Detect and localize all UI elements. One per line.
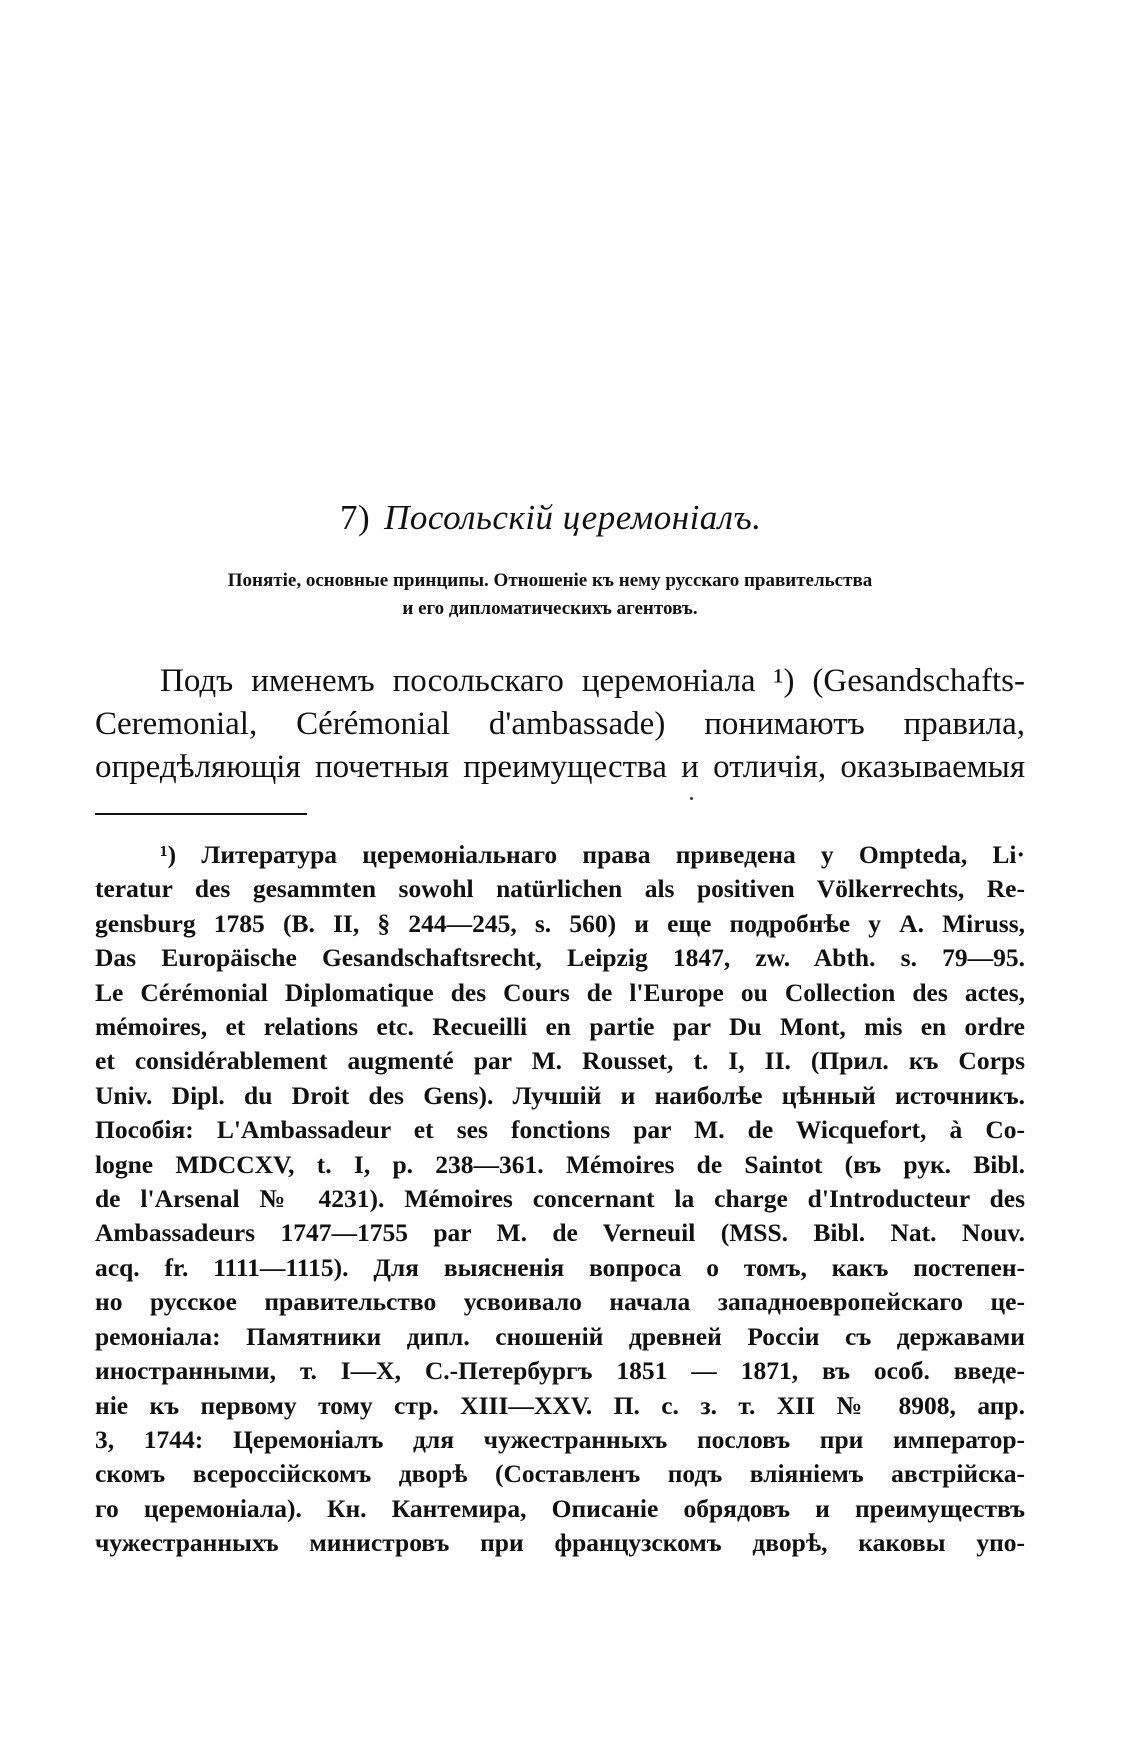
main-line: Подъ именемъ посольскаго церемоніала ¹) (Gesandschafts- xyxy=(160,663,1025,699)
footnote-line: acq. fr. 1111—1115). Для выясненія вопроса о томъ, какъ постепен- xyxy=(95,1252,1025,1282)
footnote-line: го церемоніала). Кн. Кантемира, Описаніе обрядовъ и преимуществъ xyxy=(95,1493,1025,1523)
footnote-line: Ambassadeurs 1747—1755 par M. de Verneuil (MSS. Bibl. Nat. Nouv. xyxy=(95,1218,1025,1248)
footnote-line: ¹) Литература церемоніальнаго права приведена у Ompteda, Li· xyxy=(160,840,1025,869)
summary-line: и его дипломатическихъ агентовъ. xyxy=(402,598,698,619)
section-heading xyxy=(340,498,761,538)
footnote-separator xyxy=(95,813,307,815)
section-title: Посольскій церемоніалъ. xyxy=(384,498,762,537)
footnote-line: Univ. Dipl. du Droit des Gens). Лучшій и наиболѣе цѣнный источникъ. xyxy=(95,1080,1025,1110)
footnote-line: скомъ всероссійскомъ дворѣ (Составленъ подъ вліяніемъ австрійска- xyxy=(95,1459,1025,1489)
footnote-line: Das Europäische Gesandschaftsrecht, Leipzig 1847, zw. Abth. s. 79—95. xyxy=(95,943,1025,973)
footnote-line: teratur des gesammten sowohl natürlichen als positiven Völkerrechts, Re- xyxy=(95,874,1025,904)
footnote-line: чужестранныхъ министровъ при французскомъ дворѣ, каковы упо- xyxy=(95,1528,1025,1558)
footnote-line: gensburg 1785 (B. II, § 244—245, s. 560) и еще подробнѣе у A. Miruss, xyxy=(95,908,1025,938)
footnote-line: но русское правительство усвоивало начала западноевропейскаго це- xyxy=(95,1287,1025,1317)
footnote-line: logne MDCCXV, t. I, p. 238—361. Mémoires de Saintot (въ рук. Bibl. xyxy=(95,1149,1025,1179)
print-speck xyxy=(690,797,693,800)
footnote-line: mémoires, et relations etc. Recueilli en partie par Du Mont, mis en ordre xyxy=(95,1012,1025,1042)
main-line: опредѣляющія почетныя преимущества и отличія, оказываемыя xyxy=(95,749,1025,785)
summary-line: Понятіе, основные принципы. Отношеніе къ нему русскаго правительства xyxy=(227,570,873,591)
footnote-line: иностранными, т. I—X, С.-Петербургъ 1851 — 1871, въ особ. введе- xyxy=(95,1356,1025,1386)
main-paragraph xyxy=(95,660,1025,789)
footnote-line: ніе къ первому тому стр. XIII—XXV. П. с. з. т. XII № 8908, апр. xyxy=(95,1390,1025,1420)
footnote-line: Пособія: L'Ambassadeur et ses fonctions par M. de Wicquefort, à Co- xyxy=(95,1115,1025,1145)
footnote xyxy=(95,838,1025,1561)
footnote-line: de l'Arsenal № 4231). Mémoires concernant la charge d'Introducteur des xyxy=(95,1184,1025,1214)
footnote-line: et considérablement augmenté par M. Rousset, t. I, II. (Прил. къ Corps xyxy=(95,1046,1025,1076)
footnote-line: 3, 1744: Церемоніалъ для чужестранныхъ пословъ при император- xyxy=(95,1424,1025,1454)
main-line: Ceremonial, Cérémonial d'ambassade) понимаютъ правила, xyxy=(95,706,1025,742)
footnote-line: ремоніала: Памятники дипл. сношеній древней Россіи съ державами xyxy=(95,1321,1025,1351)
section-number: 7) xyxy=(340,498,371,537)
section-summary xyxy=(110,567,990,623)
footnote-line: Le Cérémonial Diplomatique des Cours de l'Europe ou Collection des actes, xyxy=(95,977,1025,1007)
